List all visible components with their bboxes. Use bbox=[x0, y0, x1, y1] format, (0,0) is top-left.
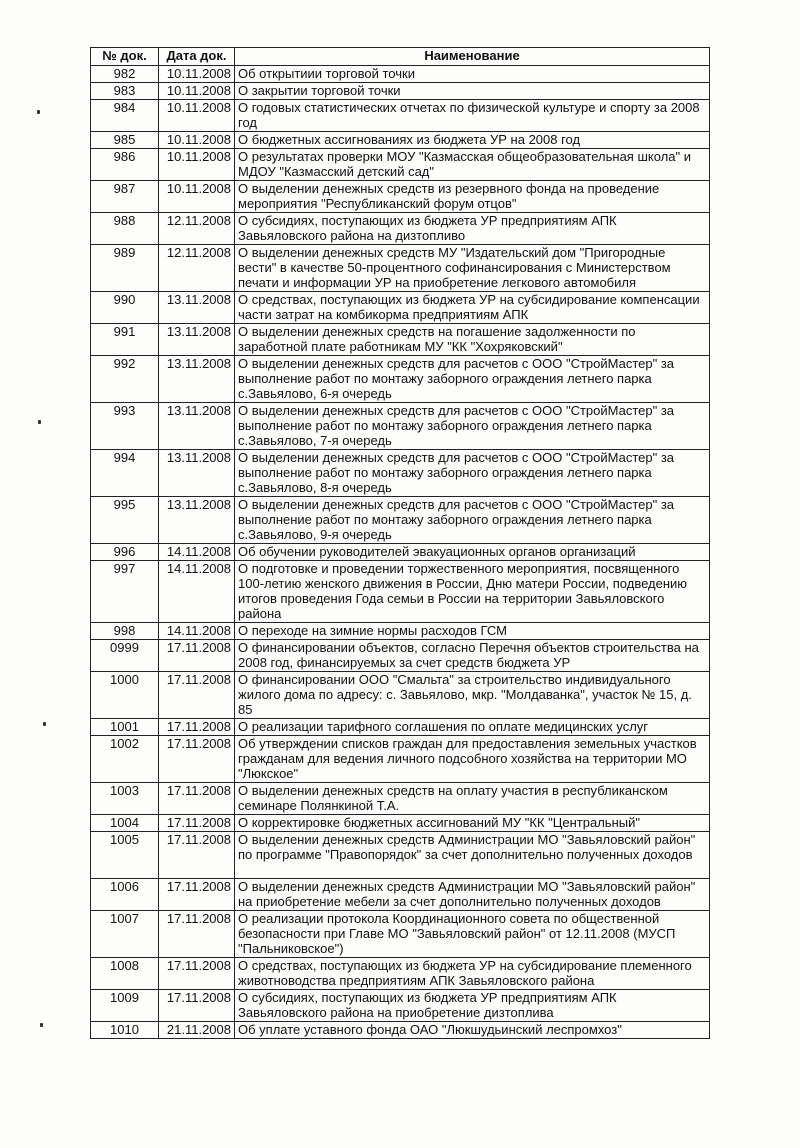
doc-number-cell: 991 bbox=[91, 324, 159, 356]
table-row bbox=[91, 450, 710, 497]
doc-number-cell: 998 bbox=[91, 623, 159, 640]
table-row bbox=[91, 149, 710, 181]
doc-number-cell: 1010 bbox=[91, 1022, 159, 1039]
scan-speck bbox=[40, 1023, 43, 1027]
doc-title-cell: О выделении денежных средств на погашение задолженности по заработной плате работникам МУ "КК "Хохряковский" bbox=[235, 324, 710, 356]
doc-date-cell: 17.11.2008 bbox=[159, 958, 235, 990]
doc-number-cell: 987 bbox=[91, 181, 159, 213]
table-row bbox=[91, 783, 710, 815]
doc-number-cell: 990 bbox=[91, 292, 159, 324]
doc-date-cell: 10.11.2008 bbox=[159, 66, 235, 83]
doc-date-cell: 14.11.2008 bbox=[159, 561, 235, 623]
doc-title-cell: О бюджетных ассигнованиях из бюджета УР на 2008 год bbox=[235, 132, 710, 149]
doc-number-cell: 1005 bbox=[91, 832, 159, 879]
doc-title-cell: О выделении денежных средств для расчетов с ООО "СтройМастер" за выполнение работ по монтажу заборного ограждения летнего парка с.Завьялово, 9-я очередь bbox=[235, 497, 710, 544]
doc-date-cell: 10.11.2008 bbox=[159, 132, 235, 149]
table-row bbox=[91, 324, 710, 356]
doc-date-cell: 17.11.2008 bbox=[159, 783, 235, 815]
scan-speck bbox=[37, 110, 40, 114]
table-row bbox=[91, 245, 710, 292]
table-header-row bbox=[91, 48, 710, 66]
table-row bbox=[91, 958, 710, 990]
table-row bbox=[91, 1022, 710, 1039]
table-row bbox=[91, 100, 710, 132]
doc-number-cell: 983 bbox=[91, 83, 159, 100]
doc-title-cell: О реализации протокола Координационного совета по общественной безопасности при Главе МО "Завьяловский район" от 12.11.2008 (МУСП "Пальниковское") bbox=[235, 911, 710, 958]
doc-title-cell: О выделении денежных средств из резервного фонда на проведение мероприятия "Республиканский форум отцов" bbox=[235, 181, 710, 213]
table-row bbox=[91, 561, 710, 623]
doc-date-cell: 10.11.2008 bbox=[159, 100, 235, 132]
doc-title-cell: О выделении денежных средств для расчетов с ООО "СтройМастер" за выполнение работ по монтажу заборного ограждения летнего парка с.Завьялово, 8-я очередь bbox=[235, 450, 710, 497]
doc-title-cell: Об утверждении списков граждан для предоставления земельных участков гражданам для ведения личного подсобного хозяйства на территории МО "Люкское" bbox=[235, 736, 710, 783]
table-row bbox=[91, 911, 710, 958]
table-row bbox=[91, 736, 710, 783]
table-row bbox=[91, 544, 710, 561]
table-row bbox=[91, 879, 710, 911]
doc-number-cell: 986 bbox=[91, 149, 159, 181]
doc-date-cell: 17.11.2008 bbox=[159, 736, 235, 783]
table-row bbox=[91, 132, 710, 149]
table-row bbox=[91, 213, 710, 245]
header-doc-date: Дата док. bbox=[159, 48, 235, 66]
doc-number-cell: 985 bbox=[91, 132, 159, 149]
table-row bbox=[91, 640, 710, 672]
doc-title-cell: О выделении денежных средств для расчетов с ООО "СтройМастер" за выполнение работ по монтажу заборного ограждения летнего парка с.Завьялово, 6-я очередь bbox=[235, 356, 710, 403]
doc-number-cell: 982 bbox=[91, 66, 159, 83]
doc-date-cell: 17.11.2008 bbox=[159, 640, 235, 672]
doc-title-cell: О субсидиях, поступающих из бюджета УР предприятиям АПК Завьяловского района на дизтопливо bbox=[235, 213, 710, 245]
table-row bbox=[91, 990, 710, 1022]
doc-number-cell: 995 bbox=[91, 497, 159, 544]
doc-number-cell: 996 bbox=[91, 544, 159, 561]
doc-title-cell: О финансировании ООО "Смальта" за строительство индивидуального жилого дома по адресу: с. Завьялово, мкр. "Молдаванка", участок № 15, д. 85 bbox=[235, 672, 710, 719]
doc-number-cell: 988 bbox=[91, 213, 159, 245]
table-row bbox=[91, 181, 710, 213]
table-row bbox=[91, 832, 710, 879]
doc-number-cell: 0999 bbox=[91, 640, 159, 672]
doc-title-cell: О выделении денежных средств МУ "Издательский дом "Пригородные вести" в качестве 50-процентного софинансирования с Министерством печати и информации УР на приобретение легкового автомобиля bbox=[235, 245, 710, 292]
scan-speck bbox=[43, 722, 46, 726]
doc-date-cell: 17.11.2008 bbox=[159, 815, 235, 832]
table-row bbox=[91, 497, 710, 544]
doc-date-cell: 17.11.2008 bbox=[159, 911, 235, 958]
table-row bbox=[91, 815, 710, 832]
doc-date-cell: 12.11.2008 bbox=[159, 213, 235, 245]
doc-date-cell: 13.11.2008 bbox=[159, 324, 235, 356]
doc-date-cell: 10.11.2008 bbox=[159, 83, 235, 100]
doc-title-cell: Об открытиии торговой точки bbox=[235, 66, 710, 83]
doc-title-cell: Об обучении руководителей эвакуационных органов организаций bbox=[235, 544, 710, 561]
doc-title-cell: О средствах, поступающих из бюджета УР на субсидирование компенсации части затрат на комбикорма предприятиям АПК bbox=[235, 292, 710, 324]
doc-date-cell: 21.11.2008 bbox=[159, 1022, 235, 1039]
doc-date-cell: 13.11.2008 bbox=[159, 356, 235, 403]
doc-title-cell: О реализации тарифного соглашения по оплате медицинских услуг bbox=[235, 719, 710, 736]
table-row bbox=[91, 356, 710, 403]
doc-number-cell: 989 bbox=[91, 245, 159, 292]
doc-date-cell: 17.11.2008 bbox=[159, 832, 235, 879]
header-doc-title: Наименование bbox=[235, 48, 710, 66]
table-row bbox=[91, 623, 710, 640]
doc-number-cell: 1009 bbox=[91, 990, 159, 1022]
doc-title-cell: О выделении денежных средств для расчетов с ООО "СтройМастер" за выполнение работ по монтажу заборного ограждения летнего парка с.Завьялово, 7-я очередь bbox=[235, 403, 710, 450]
table-row bbox=[91, 403, 710, 450]
table-row bbox=[91, 83, 710, 100]
doc-number-cell: 1003 bbox=[91, 783, 159, 815]
doc-date-cell: 12.11.2008 bbox=[159, 245, 235, 292]
doc-date-cell: 17.11.2008 bbox=[159, 879, 235, 911]
doc-title-cell: О выделении денежных средств Администрации МО "Завьяловский район" по программе "Правопорядок" за счет дополнительно полученных доходов bbox=[235, 832, 710, 879]
table-row bbox=[91, 292, 710, 324]
doc-date-cell: 17.11.2008 bbox=[159, 719, 235, 736]
table-row bbox=[91, 66, 710, 83]
doc-number-cell: 992 bbox=[91, 356, 159, 403]
doc-title-cell: О выделении денежных средств на оплату участия в республиканском семинаре Полянкиной Т.А. bbox=[235, 783, 710, 815]
doc-number-cell: 993 bbox=[91, 403, 159, 450]
doc-date-cell: 13.11.2008 bbox=[159, 292, 235, 324]
doc-title-cell: О финансировании объектов, согласно Перечня объектов строительства на 2008 год, финансируемых за счет средств бюджета УР bbox=[235, 640, 710, 672]
table-row bbox=[91, 719, 710, 736]
scan-speck bbox=[38, 420, 41, 424]
doc-number-cell: 1008 bbox=[91, 958, 159, 990]
doc-date-cell: 13.11.2008 bbox=[159, 497, 235, 544]
doc-date-cell: 13.11.2008 bbox=[159, 450, 235, 497]
doc-number-cell: 1001 bbox=[91, 719, 159, 736]
doc-title-cell: О субсидиях, поступающих из бюджета УР предприятиям АПК Завьяловского района на приобретение дизтоплива bbox=[235, 990, 710, 1022]
doc-number-cell: 1006 bbox=[91, 879, 159, 911]
doc-date-cell: 14.11.2008 bbox=[159, 544, 235, 561]
doc-number-cell: 1000 bbox=[91, 672, 159, 719]
doc-date-cell: 13.11.2008 bbox=[159, 403, 235, 450]
documents-table bbox=[90, 47, 710, 1039]
header-doc-number: № док. bbox=[91, 48, 159, 66]
doc-title-cell: О корректировке бюджетных ассигнований МУ "КК "Центральный" bbox=[235, 815, 710, 832]
table-body bbox=[91, 66, 710, 1039]
doc-number-cell: 997 bbox=[91, 561, 159, 623]
doc-title-cell: О средствах, поступающих из бюджета УР на субсидирование племенного животноводства предприятиям АПК Завьяловского района bbox=[235, 958, 710, 990]
doc-title-cell: О переходе на зимние нормы расходов ГСМ bbox=[235, 623, 710, 640]
doc-date-cell: 17.11.2008 bbox=[159, 672, 235, 719]
doc-number-cell: 994 bbox=[91, 450, 159, 497]
doc-number-cell: 984 bbox=[91, 100, 159, 132]
doc-date-cell: 17.11.2008 bbox=[159, 990, 235, 1022]
table-row bbox=[91, 672, 710, 719]
doc-number-cell: 1007 bbox=[91, 911, 159, 958]
doc-title-cell: О выделении денежных средств Администрации МО "Завьяловский район" на приобретение мебели за счет дополнительно полученных доходов bbox=[235, 879, 710, 911]
doc-date-cell: 10.11.2008 bbox=[159, 181, 235, 213]
doc-title-cell: О закрытии торговой точки bbox=[235, 83, 710, 100]
doc-number-cell: 1004 bbox=[91, 815, 159, 832]
doc-title-cell: О результатах проверки МОУ "Казмасская общеобразовательная школа" и МДОУ "Казмасский детский сад" bbox=[235, 149, 710, 181]
doc-number-cell: 1002 bbox=[91, 736, 159, 783]
doc-date-cell: 14.11.2008 bbox=[159, 623, 235, 640]
doc-title-cell: О годовых статистических отчетах по физической культуре и спорту за 2008 год bbox=[235, 100, 710, 132]
doc-title-cell: Об уплате уставного фонда ОАО "Люкшудьинский леспромхоз" bbox=[235, 1022, 710, 1039]
doc-title-cell: О подготовке и проведении торжественного мероприятия, посвященного 100-летию женского движения в России, Дню матери России, подведению итогов проведения Года семьи в России на территории Завьяловского района bbox=[235, 561, 710, 623]
doc-date-cell: 10.11.2008 bbox=[159, 149, 235, 181]
